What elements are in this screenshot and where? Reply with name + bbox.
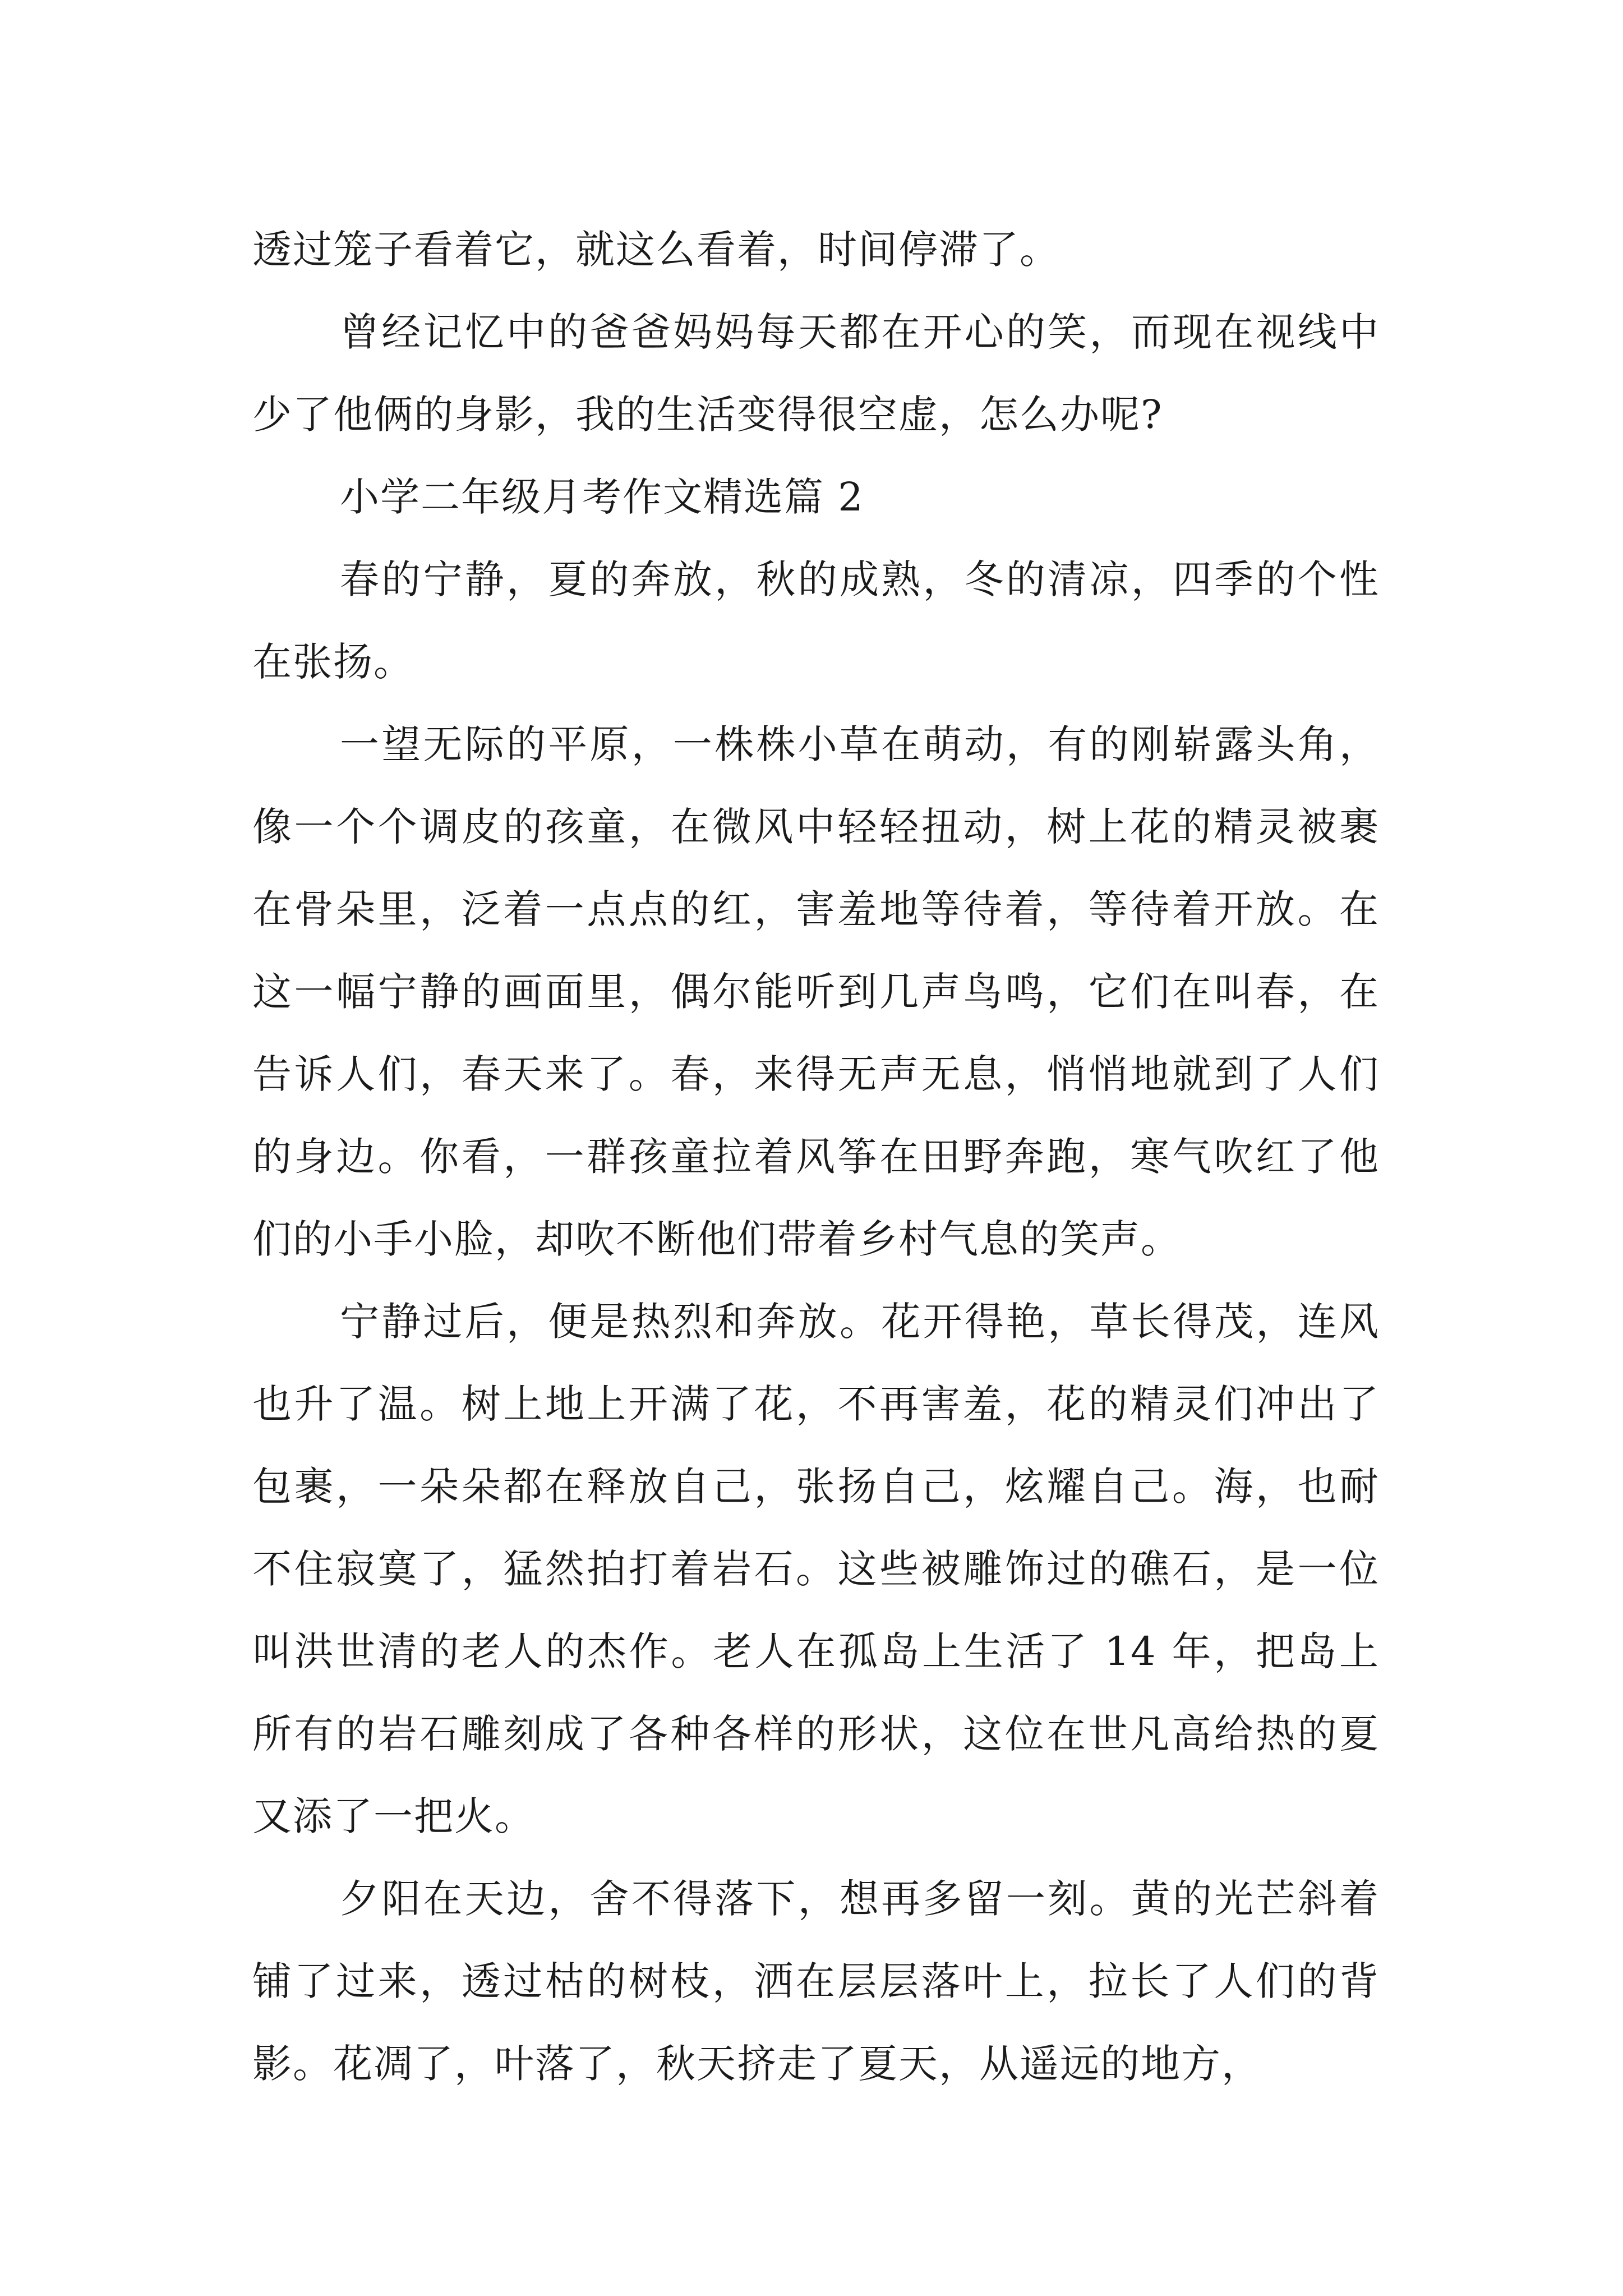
document-body [252, 209, 1380, 2105]
paragraph-continuation: 透过笼子看着它，就这么看着，时间停滞了。 [252, 227, 1060, 273]
paragraph: 夕阳在天边，舍不得落下，想再多留一刻。黄的光芒斜着铺了过来，透过枯的树枝，洒在层层落叶上，拉长了人们的背影。花凋了，叶落了，秋天挤走了夏天，从遥远的地方， [252, 1876, 1380, 2087]
section-heading: 小学二年级月考作文精选篇 2 [340, 474, 864, 520]
paragraph: 春的宁静，夏的奔放，秋的成熟，冬的清凉，四季的个性在张扬。 [252, 556, 1380, 685]
paragraph: 一望无际的平原，一株株小草在萌动，有的刚崭露头角，像一个个调皮的孩童，在微风中轻轻扭动，树上花的精灵被裹在骨朵里，泛着一点点的红，害羞地等待着，等待着开放。在这一幅宁静的画面里，偶尔能听到几声鸟鸣，它们在叫春，在告诉人们，春天来了。春，来得无声无息，悄悄地就到了人们的身边。你看，一群孩童拉着风筝在田野奔跑，寒气吹红了他们的小手小脸，却吹不断他们带着乡村气息的笑声。 [252, 721, 1380, 1262]
paragraph: 曾经记忆中的爸爸妈妈每天都在开心的笑，而现在视线中少了他俩的身影，我的生活变得很空虚，怎么办呢? [252, 309, 1380, 438]
paragraph: 宁静过后，便是热烈和奔放。花开得艳，草长得茂，连风也升了温。树上地上开满了花，不再害羞，花的精灵们冲出了包裹，一朵朵都在释放自己，张扬自己，炫耀自己。海，也耐不住寂寞了，猛然拍打着岩石。这些被雕饰过的礁石，是一位叫洪世清的老人的杰作。老人在孤岛上生活了 14 年，把岛上所有的岩石雕刻成了各种各样的形状，这位在世凡高给热的夏又添了一把火。 [252, 1299, 1380, 1839]
